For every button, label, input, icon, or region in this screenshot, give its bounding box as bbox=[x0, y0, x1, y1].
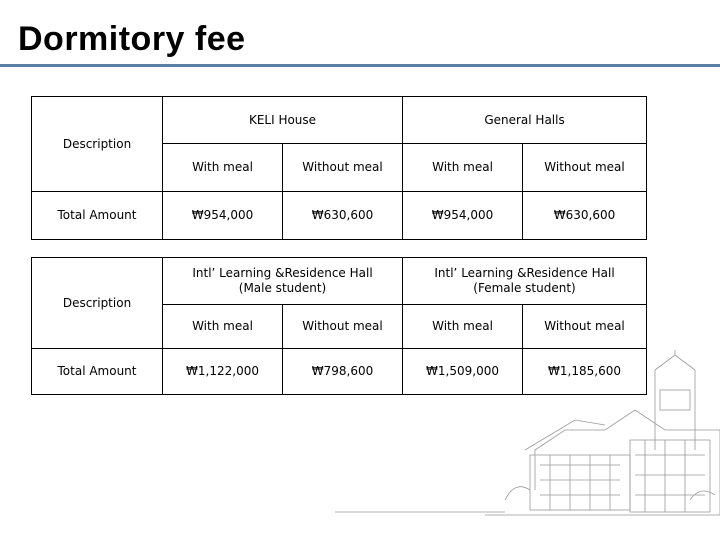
sub-header: Without meal bbox=[523, 144, 647, 192]
sub-header: Without meal bbox=[523, 305, 647, 349]
amount-cell: ₩630,600 bbox=[283, 192, 403, 240]
description-header: Description bbox=[32, 258, 163, 349]
table-row bbox=[32, 192, 647, 240]
group-header-male bbox=[163, 258, 403, 305]
sub-header: Without meal bbox=[283, 305, 403, 349]
sub-header: Without meal bbox=[283, 144, 403, 192]
amount-cell: ₩1,122,000 bbox=[163, 349, 283, 395]
sub-header: With meal bbox=[403, 305, 523, 349]
row-label: Total Amount bbox=[32, 349, 163, 395]
group-name: Intl’ Learning &Residence Hall bbox=[434, 266, 615, 280]
title-divider bbox=[0, 64, 720, 67]
group-name: Intl’ Learning &Residence Hall bbox=[192, 266, 373, 280]
group-header-keli-house: KELI House bbox=[163, 97, 403, 144]
row-label: Total Amount bbox=[32, 192, 163, 240]
group-gender: (Male student) bbox=[238, 281, 327, 295]
amount-cell: ₩630,600 bbox=[523, 192, 647, 240]
amount-cell: ₩1,509,000 bbox=[403, 349, 523, 395]
fee-table-keli-general bbox=[31, 96, 647, 240]
amount-cell: ₩1,185,600 bbox=[523, 349, 647, 395]
amount-cell: ₩954,000 bbox=[403, 192, 523, 240]
building-sketch-image bbox=[335, 350, 720, 530]
page-title: Dormitory fee bbox=[18, 20, 246, 58]
group-gender: (Female student) bbox=[473, 281, 576, 295]
amount-cell: ₩798,600 bbox=[283, 349, 403, 395]
sub-header: With meal bbox=[163, 305, 283, 349]
sub-header: With meal bbox=[403, 144, 523, 192]
sub-header: With meal bbox=[163, 144, 283, 192]
amount-cell: ₩954,000 bbox=[163, 192, 283, 240]
group-header-general-halls: General Halls bbox=[403, 97, 647, 144]
group-header-female bbox=[403, 258, 647, 305]
description-header: Description bbox=[32, 97, 163, 192]
